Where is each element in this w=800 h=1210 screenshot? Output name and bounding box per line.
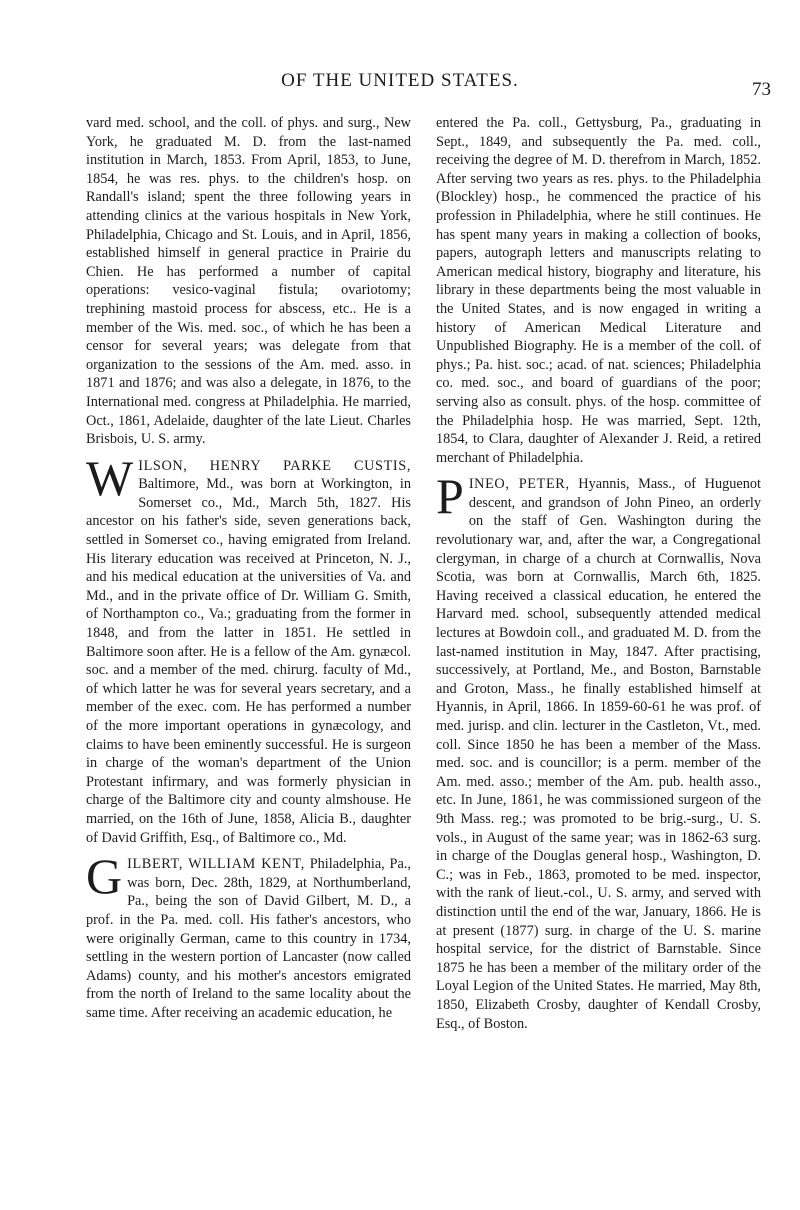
entry-name: ILBERT, WILLIAM KENT, bbox=[127, 856, 305, 873]
drop-cap: W bbox=[86, 449, 134, 506]
drop-cap: G bbox=[86, 848, 123, 905]
entry-name: ILSON, HENRY PARKE CUSTIS, bbox=[138, 457, 411, 474]
biography-entry-pineo bbox=[436, 468, 762, 1033]
entry-text: Philadelphia, Pa., was born, Dec. 28th, 1829, at Northumberland, Pa., being the son of David Gilbert, M. D., a prof. in the Pa. med. coll. His father's ancestors, who were originally German, came to this country in 1734, settling in the western portion of Lancaster (now called Adams) county, and his mother's ancestors emigrated from the north of Ireland to the same locality about the same time. After receiving an academic education, he bbox=[86, 856, 411, 1021]
page-number: 73 bbox=[752, 79, 771, 100]
continued-paragraph: entered the Pa. coll., Gettysburg, Pa., graduating in Sept., 1849, and subsequently the Pa. med. coll., receiving the degree of M. D. therefrom in March, 1852. After serving two years as res. phys. to the Philadelphia (Blockley) hosp., he commenced the practice of his profession in Philadelphia, where he still continues. He has spent many years in making a collection of books, papers, autograph letters and manuscripts relating to American medical history, biography and literature, his library in these departments being the most valuable in the United States, and is now engaged in writing a history of American Medical Literature and Unpublished Biography. He is a member of the coll. of phys.; Pa. hist. soc.; acad. of nat. sciences; Philadelphia co. med. soc., and board of guardians of the poor; serving also as consult. phys. of the hosp. committee of the Philadelphia hosp. He was married, Sept. 12th, 1854, to Clara, daughter of Alexander J. Reid, a retired merchant of Philadelphia. bbox=[436, 115, 761, 466]
entry-text: Hyannis, Mass., of Huguenot descent, and grandson of John Pineo, an orderly on the staff of Gen. Washington during the revolutionary war, and, after the war, a Congregational clergyman, in charge of a church at Cornwallis, Nova Scotia, was born at Cornwallis, March 6th, 1825. Having received a classical education, he entered the Harvard med. school, subsequently attended medical lectures at Bowdoin coll., and graduated M. D. from the last-named institution in May, 1847. After practising, successively, at Portland, Me., and Boston, Barnstable and Groton, Mass., he finally established himself at Hyannis, in April, 1866. In 1859-60-61 he was prof. of med. jurisp. and clin. lecturer in the Castleton, Vt., med. coll. Since 1850 he has been a member of the Mass. med. soc. and is councillor; is a perm. member of the Am. med. asso.; member of the Am. pub. health asso., etc. In June, 1861, he was commissioned surgeon of the 9th Mass. reg.; was promoted to be brig.-surg., U. S. vols., in August of the same year; was in 1862-63 surg. in charge of the Douglas general hosp., Washington, D. C.; was in Feb., 1863, promoted to be med. inspector, with the rank of lieut.-col., U. S. army, and served with distinction until the end of the war, January, 1866. He is at present (1877) surg. in charge of the U. S. marine hospital service, for the district of Barnstable. Since 1875 he has been a member of the military order of the Loyal Legion of the United States. He married, May 8th, 1850, Elizabeth Crosby, daughter of Kendall Crosby, Esq., of Boston. bbox=[436, 476, 762, 1032]
running-title: OF THE UNITED STATES. bbox=[281, 70, 519, 91]
right-column bbox=[436, 114, 761, 1033]
left-column bbox=[86, 114, 411, 1023]
continued-paragraph: vard med. school, and the coll. of phys. and surg., New York, he graduated M. D. from the last-named institution in March, 1853. From April, 1853, to June, 1854, he was res. phys. to the children's hosp. on Randall's island; spent the three following years in attending clinics at the various hospitals in New York, Philadelphia, Chicago and St. Louis, and in April, 1856, established himself in general practice in Prairie du Chien. He has performed a number of capital operations: vesico-vaginal fistula; ovariotomy; trephining mastoid process for abscess, etc.. He is a member of the Wis. med. soc., of which he has been a censor for several years; was delegate from that organization to the sessions of the Am. med. asso. in 1871 and 1876; and was also a delegate, in 1876, to the International med. congress at Philadelphia. He married, Oct., 1861, Adelaide, daughter of the late Lieut. Charles Brisbois, U. S. army. bbox=[86, 115, 411, 448]
biography-entry-gilbert bbox=[86, 848, 411, 1022]
entry-name: INEO, PETER, bbox=[468, 476, 570, 493]
biography-entry-wilson bbox=[86, 449, 411, 847]
entry-text: Baltimore, Md., was born at Workington, in Somerset co., Md., March 5th, 1827. His ancestor on his father's side, seven generations back, settled in Somerset co., having emigrated from Ireland. His literary education was received at Princeton, N. J., and his medical education at the universities of Va. and Md., and in the private office of Dr. William G. Smith, of Northampton co., Va.; graduating from the former in 1848, and from the latter in 1851. He settled in Baltimore soon after. He is a fellow of the Am. gynæcol. soc. and a member of the med. chirurg. faculty of Md., of which latter he was for several years secretary, and a member of the exec. com. He has performed a number of the more important operations in gynæcology, and claims to have been eminently successful. He is surgeon in charge of the woman's department of the Union Protestant infirmary, and was formerly physician in charge of the Baltimore city and county almshouse. He married, on the 16th of June, 1858, Alicia B., daughter of David Griffith, Esq., of Baltimore co., Md. bbox=[86, 476, 411, 846]
drop-cap: P bbox=[436, 468, 464, 525]
